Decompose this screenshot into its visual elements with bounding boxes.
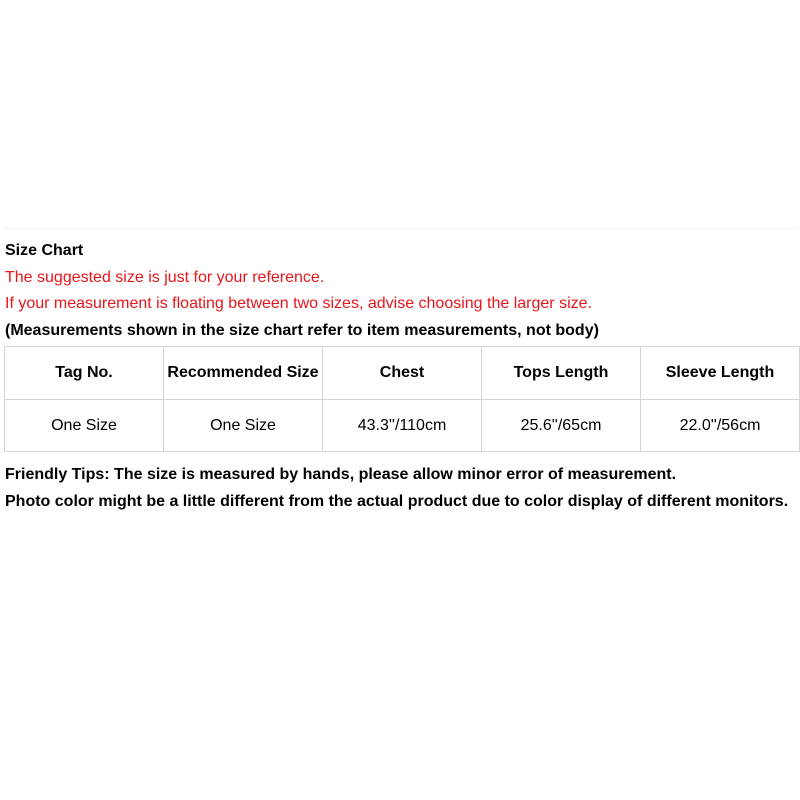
size-chart-header xyxy=(5,238,795,344)
cell-tag-no: One Size xyxy=(5,400,164,452)
color-tip: Photo color might be a little different from the actual product due to color display of different monitors. xyxy=(5,492,789,510)
header-sleeve-length: Sleeve Length xyxy=(641,347,800,400)
cell-tops-length: 25.6''/65cm xyxy=(482,400,641,452)
cell-chest: 43.3''/110cm xyxy=(323,400,482,452)
header-chest: Chest xyxy=(323,347,482,400)
header-recommended-size: Recommended Size xyxy=(164,347,323,400)
page-title: Size Chart xyxy=(5,242,84,259)
divider-line xyxy=(4,228,796,230)
header-tops-length: Tops Length xyxy=(482,347,641,400)
cell-sleeve-length: 22.0''/56cm xyxy=(641,400,800,452)
header-tag-no: Tag No. xyxy=(5,347,164,400)
reference-note: The suggested size is just for your reference. xyxy=(5,268,325,286)
measurement-disclaimer: (Measurements shown in the size chart refer to item measurements, not body) xyxy=(5,321,599,339)
measurement-tip: Friendly Tips: The size is measured by hands, please allow minor error of measurement. xyxy=(5,466,677,483)
table-row xyxy=(5,400,800,452)
sizing-advice-note: If your measurement is floating between two sizes, advise choosing the larger size. xyxy=(5,295,592,312)
cell-recommended-size: One Size xyxy=(164,400,323,452)
size-table xyxy=(4,346,800,452)
table-header-row xyxy=(5,347,800,400)
friendly-tips xyxy=(5,462,795,515)
